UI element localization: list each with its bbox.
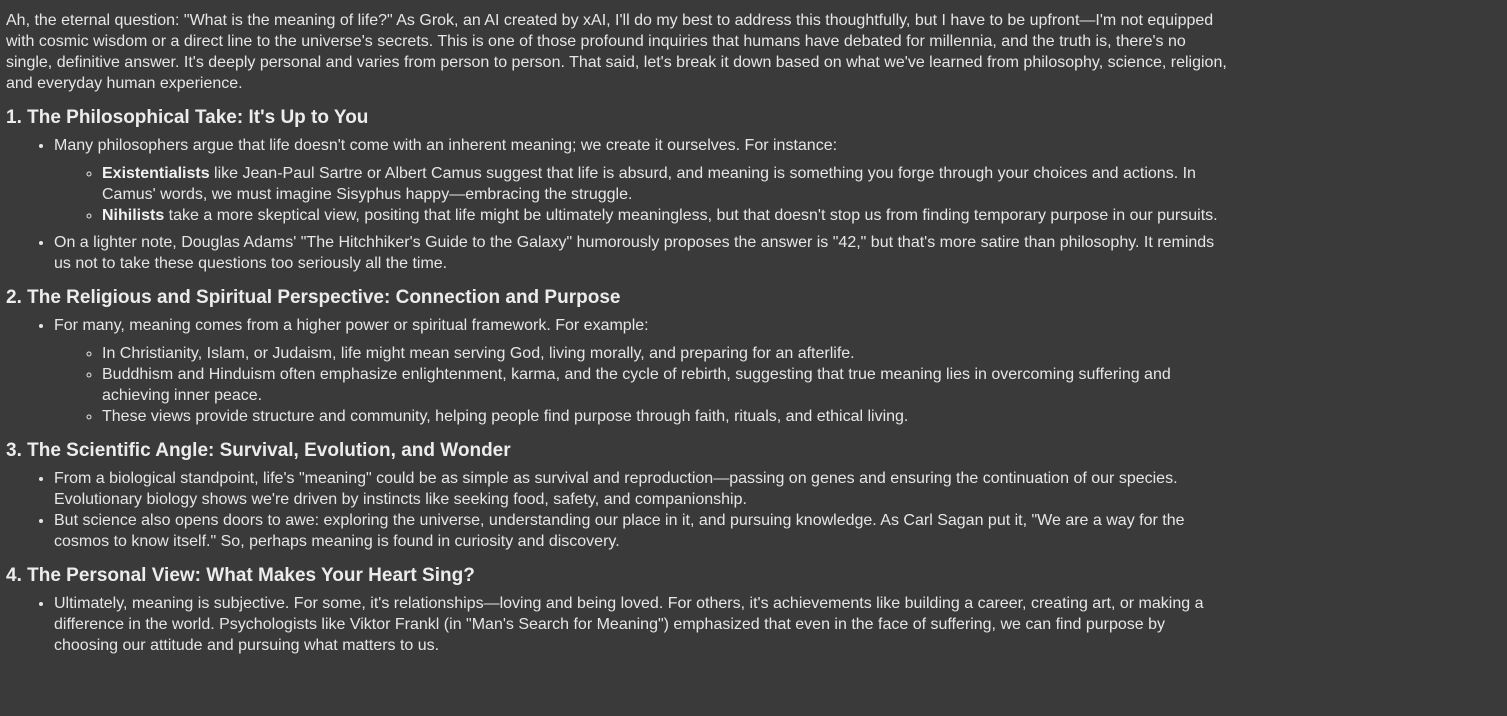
bullet-list xyxy=(6,468,1228,552)
sub-list-item xyxy=(102,205,1228,226)
term-existentialists: Existentialists xyxy=(102,165,210,182)
list-item-text: For many, meaning comes from a higher power or spiritual framework. For example: xyxy=(54,317,649,334)
sub-list-item: ◦ In Christianity, Islam, or Judaism, life might mean serving God, living morally, and preparing for an afterlife. xyxy=(102,343,1228,364)
response-body xyxy=(6,10,1228,666)
list-item: • Ultimately, meaning is subjective. For some, it's relationships—loving and being loved. For others, it's achievements like building a career, creating art, or making a difference in the world. Psychologists like Viktor Frankl (in "Man's Search for Meaning") emphasized that even in the face of suffering, we can find purpose by choosing our attitude and pursuing what matters to us. xyxy=(54,593,1228,656)
section-heading: 2. The Religious and Spiritual Perspective: Connection and Purpose xyxy=(6,287,621,308)
list-item xyxy=(54,315,1228,427)
sub-list-item-text: like Jean-Paul Sartre or Albert Camus suggest that life is absurd, and meaning is something you forge through your choices and actions. In Camus' words, we must imagine Sisyphus happy—embracing the struggle. xyxy=(102,165,1196,203)
section-heading: 4. The Personal View: What Makes Your Heart Sing? xyxy=(6,565,475,586)
list-item: • But science also opens doors to awe: exploring the universe, understanding our place in it, and pursuing knowledge. As Carl Sagan put it, "We are a way for the cosmos to know itself." So, perhaps meaning is found in curiosity and discovery. xyxy=(54,510,1228,552)
list-item xyxy=(54,232,1228,274)
list-item: • From a biological standpoint, life's "meaning" could be as simple as survival and reproduction—passing on genes and ensuring the continuation of our species. Evolutionary biology shows we're driven by instincts like seeking food, safety, and companionship. xyxy=(54,468,1228,510)
sub-bullet-list xyxy=(54,163,1228,226)
section-philosophical xyxy=(6,105,1228,274)
sub-list-item: ◦ These views provide structure and community, helping people find purpose through faith, rituals, and ethical living. xyxy=(102,406,1228,427)
list-item xyxy=(54,135,1228,226)
section-heading: 1. The Philosophical Take: It's Up to You xyxy=(6,107,369,128)
section-personal xyxy=(6,563,1228,656)
sub-list-item-text: take a more skeptical view, positing that life might be ultimately meaningless, but that doesn't stop us from finding temporary purpose in our pursuits. xyxy=(164,207,1218,224)
section-scientific xyxy=(6,438,1228,552)
section-heading: 3. The Scientific Angle: Survival, Evolution, and Wonder xyxy=(6,440,511,461)
list-item-text: On a lighter note, Douglas Adams' "The Hitchhiker's Guide to the Galaxy" humorously proposes the answer is "42," but that's more satire than philosophy. It reminds us not to take these questions too seriously all the time. xyxy=(54,234,1215,272)
bullet-list xyxy=(6,593,1228,656)
bullet-list xyxy=(6,135,1228,274)
sub-list-item: ◦ Buddhism and Hinduism often emphasize enlightenment, karma, and the cycle of rebirth, suggesting that true meaning lies in overcoming suffering and achieving inner peace. xyxy=(102,364,1228,406)
intro-paragraph: Ah, the eternal question: "What is the meaning of life?" As Grok, an AI created by xAI, I'll do my best to address this thoughtfully, but I have to be upfront—I'm not equipped with cosmic wisdom or a direct line to the universe's secrets. This is one of those profound inquiries that humans have debated for millennia, and the truth is, there's no single, definitive answer. It's deeply personal and varies from person to person. That said, let's break it down based on what we've learned from philosophy, science, religion, and everyday human experience. xyxy=(6,12,1227,92)
list-item-text: Many philosophers argue that life doesn't come with an inherent meaning; we create it ourselves. For instance: xyxy=(54,137,838,154)
section-religious xyxy=(6,285,1228,427)
term-nihilists: Nihilists xyxy=(102,207,165,224)
bullet-list xyxy=(6,315,1228,427)
sub-list-item xyxy=(102,163,1228,205)
sub-bullet-list xyxy=(54,343,1228,427)
